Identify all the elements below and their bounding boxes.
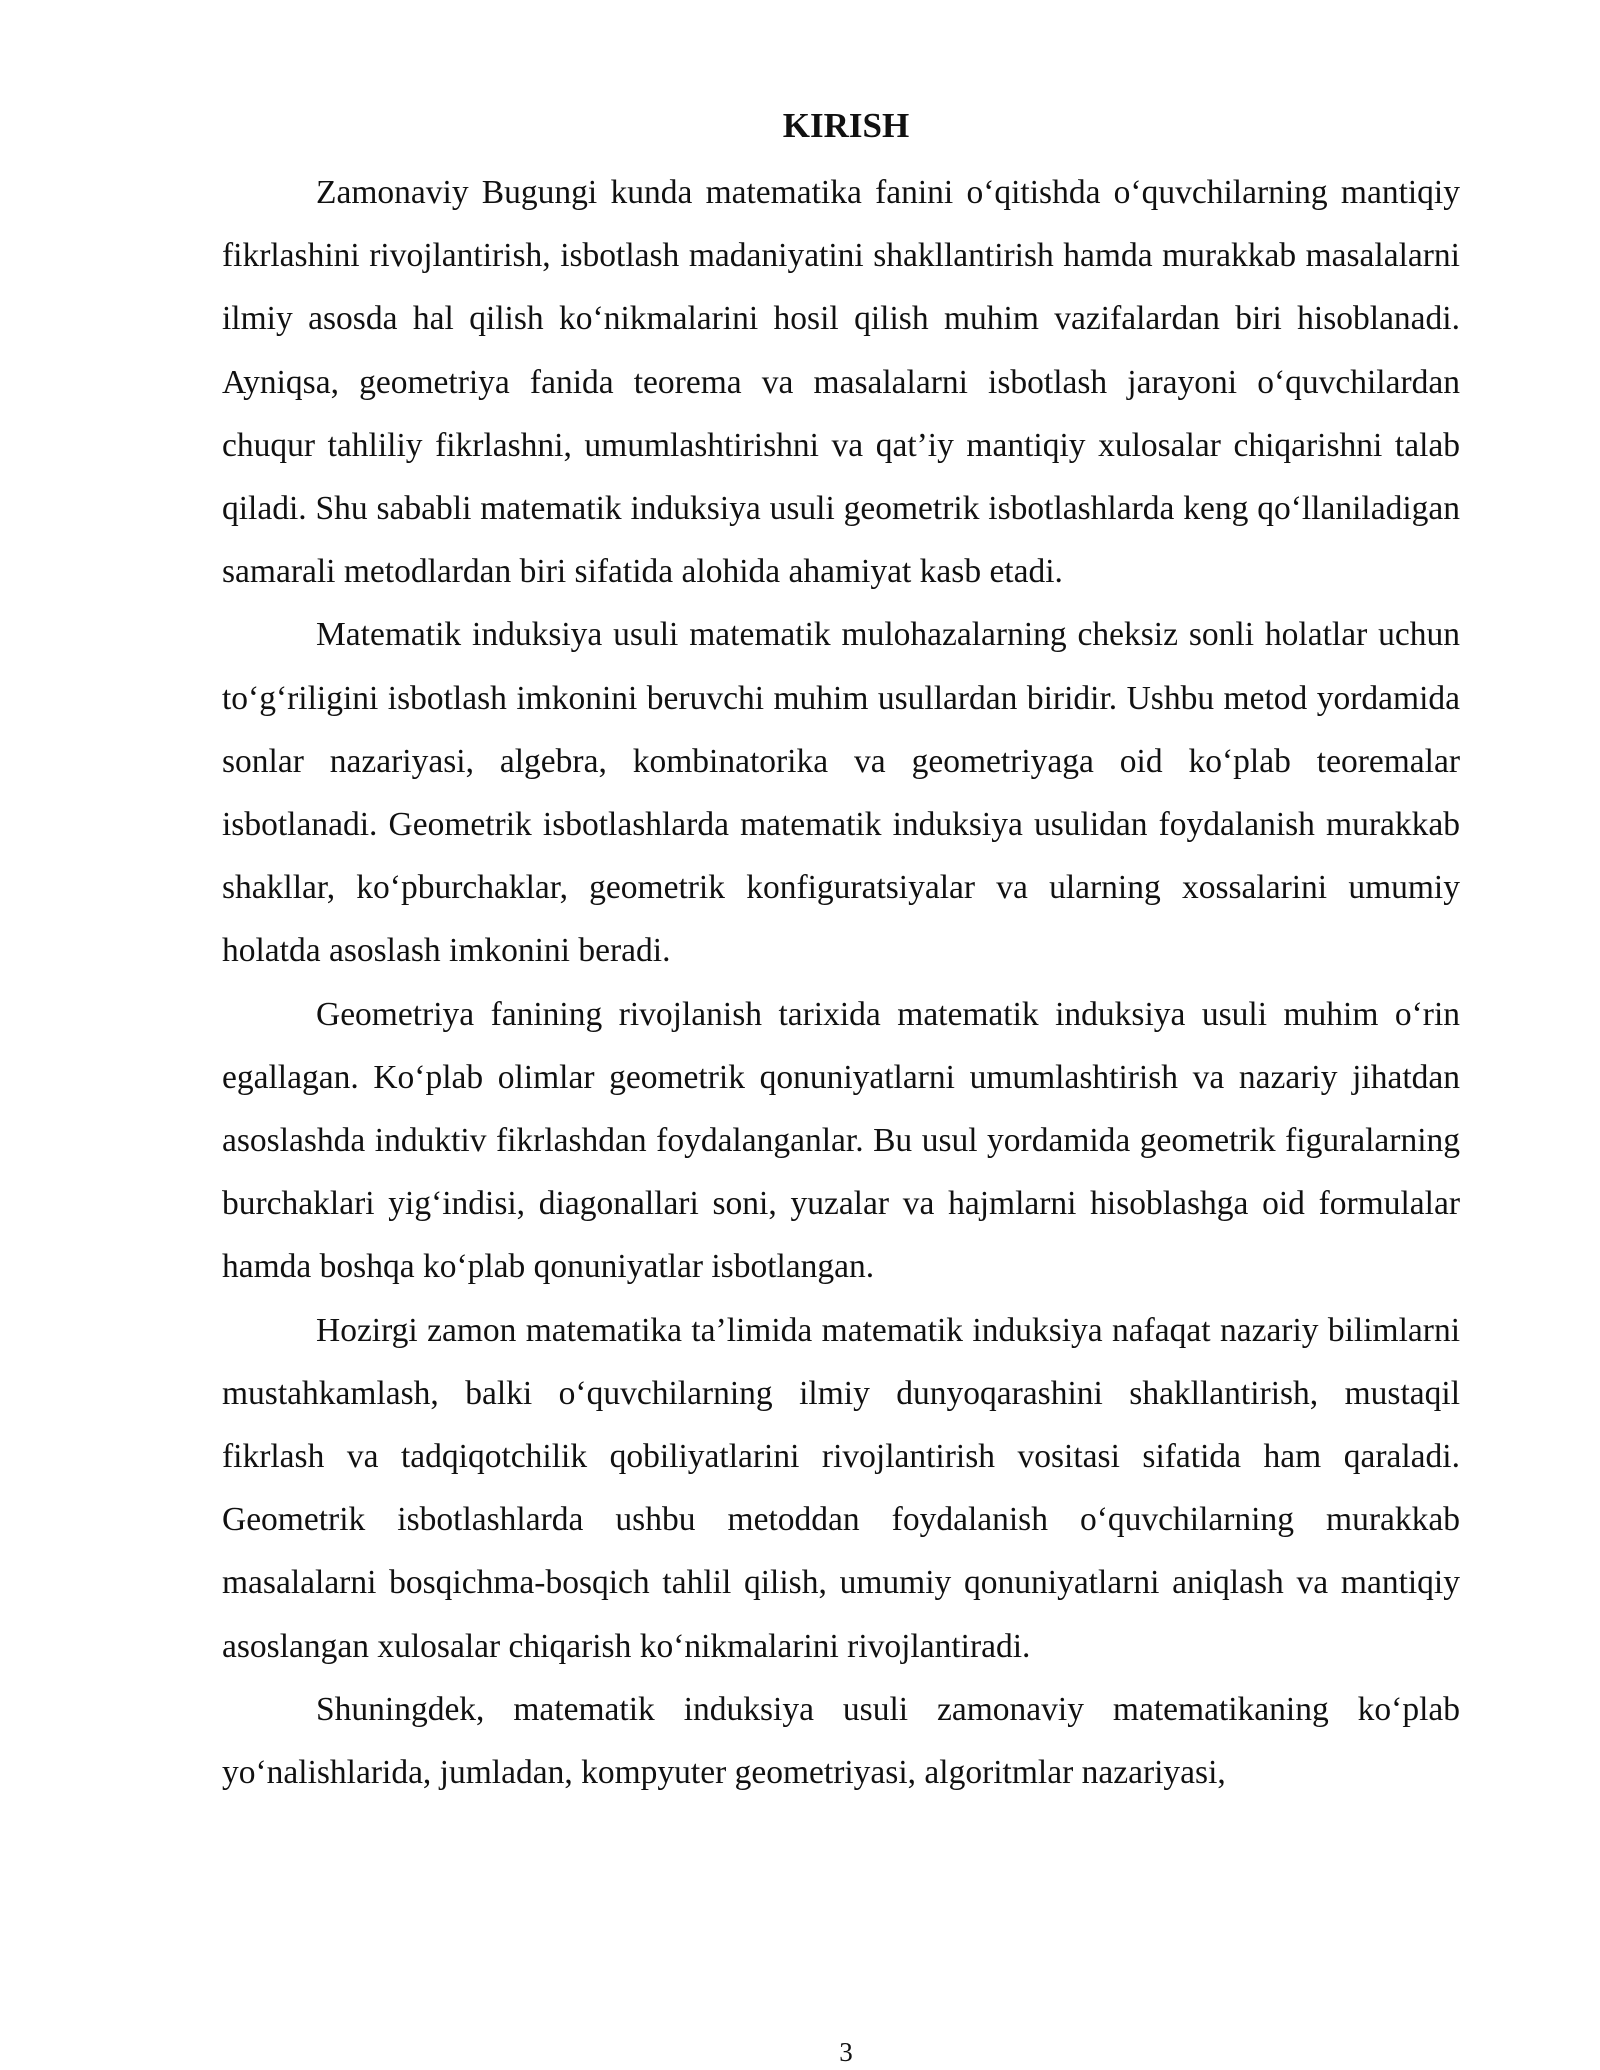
paragraph-method: Matematik induksiya usuli matematik mulohazalarning cheksiz sonli holatlar uchun to‘g‘riligini isbotlash imkonini beruvchi muhim usullardan biridir. Ushbu metod yordamida sonlar nazariyasi, algebra, kombinatorika va geometriyaga oid ko‘plab teoremalar isbotlanadi. Geometrik isbotlashlarda matematik induksiya usulidan foydalanish murakkab shakllar, ko‘pburchaklar, geometrik konfiguratsiyalar va ularning xossalarini umumiy holatda asoslash imkonini beradi. xyxy=(222,616,1460,970)
paragraph-modern: Shuningdek, matematik induksiya usuli zamonaviy matematikaning ko‘plab yo‘nalishlarida, jumladan, kompyuter geometriyasi, algoritmlar nazariyasi, xyxy=(222,1690,1460,1792)
paragraph-education: Hozirgi zamon matematika ta’limida matematik induksiya nafaqat nazariy bilimlarni mustahkamlash, balki o‘quvchilarning ilmiy dunyoqarashini shakllantirish, mustaqil fikrlash va tadqiqotchilik qobiliyatlarini rivojlantirish vositasi sifatida ham qaraladi. Geometrik isbotlashlarda ushbu metoddan foydalanish o‘quvchilarning murakkab masalalarni bosqichma-bosqich tahlil qilish, umumiy qonuniyatlarni aniqlash va mantiqiy asoslangan xulosalar chiqarish ko‘nikmalarini rivojlantiradi. xyxy=(222,1311,1460,1665)
paragraph-history: Geometriya fanining rivojlanish tarixida matematik induksiya usuli muhim o‘rin egallagan. Ko‘plab olimlar geometrik qonuniyatlarni umumlashtirish va nazariy jihatdan asoslashda induktiv fikrlashdan foydalanganlar. Bu usul yordamida geometrik figuralarning burchaklari yig‘indisi, diagonallari soni, yuzalar va hajmlarni hisoblashga oid formulalar hamda boshqa ko‘plab qonuniyatlar isbotlangan. xyxy=(222,995,1460,1286)
body-text xyxy=(222,161,1460,1804)
paragraph-intro: Zamonaviy Bugungi kunda matematika fanini o‘qitishda o‘quvchilarning mantiqiy fikrlashini rivojlantirish, isbotlash madaniyatini shakllantirish hamda murakkab masalalarni ilmiy asosda hal qilish ko‘nikmalarini hosil qilish muhim vazifalardan biri hisoblanadi. Ayniqsa, geometriya fanida teorema va masalalarni isbotlash jarayoni o‘quvchilardan chuqur tahliliy fikrlashni, umumlashtirishni va qat’iy mantiqiy xulosalar chiqarishni talab qiladi. Shu sababli matematik induksiya usuli geometrik isbotlashlarda keng qo‘llaniladigan samarali metodlardan biri sifatida alohida ahamiyat kasb etadi. xyxy=(222,174,1460,591)
page-number: 3 xyxy=(839,2037,853,2067)
section-heading: KIRISH xyxy=(782,106,910,145)
